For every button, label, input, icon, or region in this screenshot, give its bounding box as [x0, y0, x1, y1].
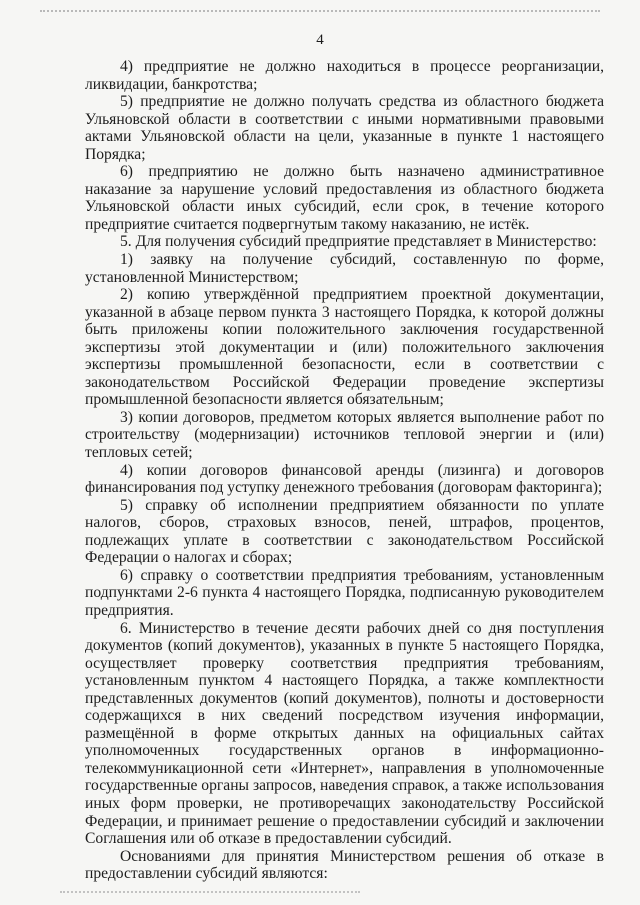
paragraph-item-5-budget-funds: 5) предприятие не должно получать средства из областного бюджета Ульяновской области в соответствии с иными нормативными правовыми актами Ульяновской области на цели, указанные в пункте 1 настоящего Порядка; — [85, 93, 604, 163]
paragraph-doc-4-leasing: 4) копии договоров финансовой аренды (лизинга) и договоров финансирования под уступку денежного требования (договорам факторинга); — [85, 461, 604, 497]
paragraph-item-4-reorganization: 4) предприятие не должно находиться в процессе реорганизации, ликвидации, банкротства; — [85, 58, 604, 93]
paragraph-doc-1-application: 1) заявку на получение субсидий, составленную по форме, установленной Министерством; — [85, 251, 604, 286]
paragraph-doc-6-compliance-certificate: 6) справку о соответствии предприятия требованиям, установленным подпунктами 2-6 пункта 4 настоящего Порядка, подписанную руководителем предприятия. — [85, 566, 604, 619]
paragraph-doc-2-project-documentation: 2) копию утверждённой предприятием проектной документации, указанной в абзаце первом пункта 3 настоящего Порядка, к которой должны быть приложены копии положительного заключения государственной экспертизы этой документации и (или) положительного заключения экспертизы промышленной безопасности, если в соответствии с законодательством Российской Федерации проведение экспертизы промышленной безопасности является обязательным; — [85, 286, 604, 409]
scan-edge-bottom — [60, 891, 360, 893]
document-body — [85, 58, 604, 883]
paragraph-doc-3-contracts: 3) копии договоров, предметом которых является выполнение работ по строительству (модернизации) источников тепловой энергии и (или) тепловых сетей; — [85, 408, 604, 462]
page-number: 4 — [316, 32, 324, 48]
scan-edge-top — [40, 10, 600, 12]
paragraph-item-6-penalty: 6) предприятию не должно быть назначено административное наказание за нарушение условий предоставления из областного бюджета Ульяновской области иных субсидий, если срок, в течение которого предприятие считается подвергнутым такому наказанию, не истёк. — [85, 163, 604, 233]
paragraph-clause-5-intro: 5. Для получения субсидий предприятие представляет в Министерство: — [120, 233, 597, 251]
paragraph-refusal-grounds: Основаниями для принятия Министерством решения об отказе в предоставлении субсидий являются: — [85, 847, 604, 883]
paragraph-clause-6-review: 6. Министерство в течение десяти рабочих дней со дня поступления документов (копий документов), указанных в пункте 5 настоящего Порядка, осуществляет проверку соответствия предприятия требованиям, установленным пунктом 4 настоящего Порядка, а также комплектности представленных документов (копий документов), полноты и достоверности содержащихся в них сведений посредством изучения информации, размещённой в форме открытых данных на официальных сайтах уполномоченных государственных органов в информационно-телекоммуникационной сети «Интернет», направления в уполномоченные государственные органы запросов, наведения справок, а также использования иных форм проверки, не противоречащих законодательству Российской Федерации, и принимает решение о предоставлении субсидий и заключении Соглашения или об отказе в предоставлении субсидий. — [85, 619, 604, 848]
paragraph-doc-5-tax-certificate: 5) справку об исполнении предприятием обязанности по уплате налогов, сборов, страховых взносов, пеней, штрафов, процентов, подлежащих уплате в соответствии с законодательством Российской Федерации о налогах и сборах; — [85, 496, 604, 567]
